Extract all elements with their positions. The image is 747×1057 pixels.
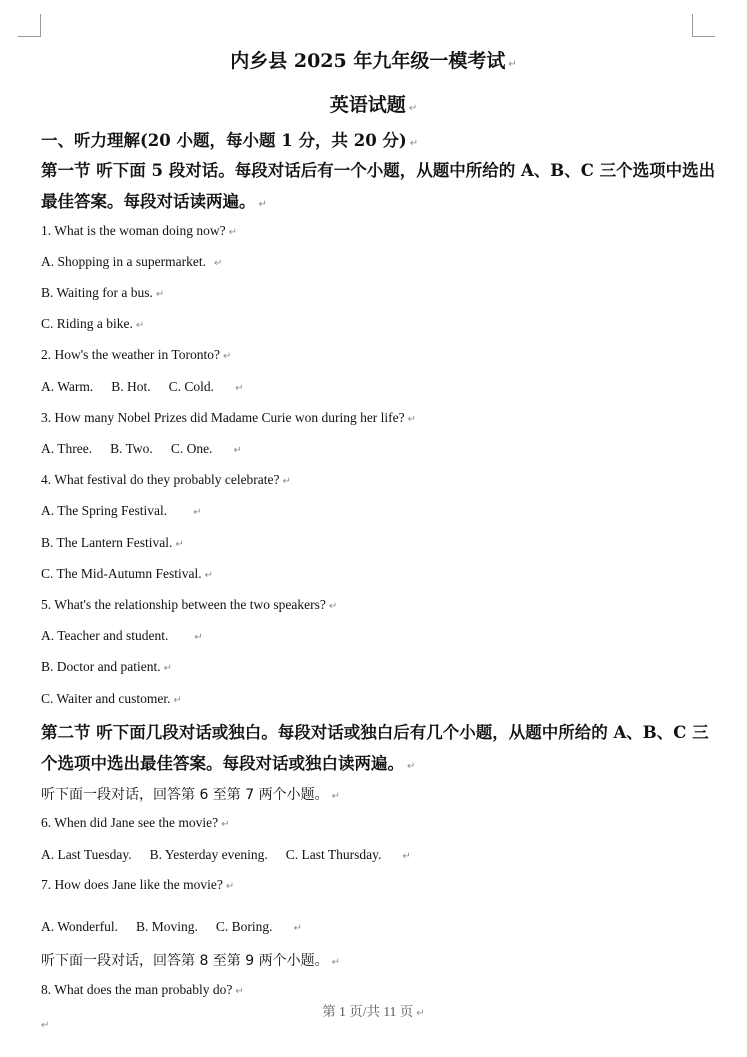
paragraph-mark-icon: ↵: [409, 138, 419, 149]
instruction-q6-q7: 听下面一段对话，回答第 6 至第 7 两个小题。 ↵: [41, 787, 341, 803]
exam-subtitle: 英语试题 ↵: [329, 94, 418, 116]
q3-option-b: B. Two.: [110, 441, 153, 456]
question-3: 3. How many Nobel Prizes did Madame Curie won during her life? ↵: [41, 410, 417, 425]
q1-option-a: A. Shopping in a supermarket. ↵: [41, 254, 223, 269]
paragraph-mark-icon: ↵: [408, 103, 418, 114]
q2-option-b: B. Hot.: [111, 379, 151, 394]
paragraph-mark-icon: ↵: [235, 986, 244, 997]
crop-mark-top-right: [692, 14, 715, 37]
q6-option-b: B. Yesterday evening.: [149, 847, 268, 862]
paragraph-mark-icon: ↵: [221, 819, 230, 830]
paragraph-mark-icon: ↵: [235, 383, 244, 394]
question-1: 1. What is the woman doing now? ↵: [41, 223, 237, 238]
paragraph-mark-icon: ↵: [213, 258, 223, 269]
question-8: 8. What does the man probably do? ↵: [41, 982, 244, 997]
q3-option-a: A. Three.: [41, 441, 93, 456]
paragraph-mark-icon: ↵: [222, 351, 232, 362]
paragraph-mark-icon: ↵: [293, 923, 302, 934]
paragraph-mark-icon: ↵: [258, 199, 267, 210]
paragraph-mark-icon: ↵: [416, 1008, 425, 1019]
q2-option-c: C. Cold.: [168, 379, 215, 394]
paragraph-mark-icon: ↵: [173, 695, 182, 706]
paragraph-mark-icon: ↵: [204, 570, 214, 581]
paragraph-mark-icon: ↵: [331, 791, 341, 802]
q2-option-a: A. Warm.: [41, 379, 94, 394]
q7-option-b: B. Moving.: [136, 919, 198, 934]
paragraph-mark-icon: ↵: [328, 601, 338, 612]
part2-instructions-cont: 个选项中选出最佳答案。每段对话或独白读两遍。 ↵: [41, 754, 416, 773]
part1-instructions: 第一节 听下面 5 段对话。每段对话后有一个小题，从题中所给的 A、B、C 三个选项中选出: [41, 161, 716, 180]
paragraph-mark-icon: ↵: [282, 476, 291, 487]
question-7: 7. How does Jane like the movie? ↵: [41, 877, 235, 892]
q6-option-c: C. Last Thursday.: [285, 847, 382, 862]
question-5: 5. What's the relationship between the two speakers? ↵: [41, 597, 338, 612]
q5-option-b: B. Doctor and patient. ↵: [41, 659, 172, 674]
paragraph-mark-icon: ↵: [163, 663, 172, 674]
instruction-q8-q9: 听下面一段对话，回答第 8 至第 9 两个小题。 ↵: [41, 953, 341, 969]
empty-paragraph: [41, 1016, 49, 1032]
q4-option-b: B. The Lantern Festival. ↵: [41, 535, 184, 550]
paragraph-mark-icon: ↵: [233, 445, 242, 456]
part2-instructions: 第二节 听下面几段对话或独白。每段对话或独白后有几个小题，从题中所给的 A、B、C 三: [41, 723, 709, 742]
q7-option-c: C. Boring.: [215, 919, 273, 934]
paragraph-mark-icon: ↵: [175, 539, 184, 550]
q4-option-c: C. The Mid-Autumn Festival. ↵: [41, 566, 214, 581]
paragraph-mark-icon: ↵: [407, 761, 416, 772]
crop-mark-top-left: [18, 14, 41, 37]
paragraph-mark-icon: ↵: [225, 881, 235, 892]
question-4: 4. What festival do they probably celebrate? ↵: [41, 472, 291, 487]
q4-option-a: A. The Spring Festival. ↵: [41, 503, 202, 518]
q7-option-a: A. Wonderful.: [41, 919, 119, 934]
paragraph-mark-icon: ↵: [155, 289, 165, 300]
q5-option-a: A. Teacher and student. ↵: [41, 628, 203, 643]
q7-options: [41, 919, 302, 935]
paragraph-mark-icon: ↵: [135, 320, 145, 331]
q6-option-a: A. Last Tuesday.: [41, 847, 132, 862]
page-footer: 第 1 页/共 11 页 ↵: [322, 1004, 425, 1019]
q1-option-b: B. Waiting for a bus. ↵: [41, 285, 165, 300]
q5-option-c: C. Waiter and customer. ↵: [41, 691, 182, 706]
q6-options: [41, 847, 411, 863]
section1-header: 一、听力理解(20 小题，每小题 1 分，共 20 分) ↵: [41, 131, 419, 150]
question-6: 6. When did Jane see the movie? ↵: [41, 815, 230, 830]
paragraph-mark-icon: ↵: [407, 414, 417, 425]
part1-instructions-cont: 最佳答案。每段对话读两遍。 ↵: [41, 192, 267, 211]
exam-title: 内乡县 2025 年九年级一模考试 ↵: [230, 50, 517, 72]
q3-options: [41, 441, 242, 457]
paragraph-mark-icon: ↵: [508, 59, 517, 70]
paragraph-mark-icon: ↵: [228, 227, 237, 238]
paragraph-mark-icon: ↵: [193, 507, 202, 518]
q1-option-c: C. Riding a bike. ↵: [41, 316, 145, 331]
paragraph-mark-icon: ↵: [402, 851, 411, 862]
paragraph-mark-icon: ↵: [194, 632, 203, 643]
paragraph-mark-icon: ↵: [331, 957, 341, 968]
question-2: 2. How's the weather in Toronto? ↵: [41, 347, 232, 362]
q3-option-c: C. One.: [170, 441, 213, 456]
q2-options: [41, 379, 243, 395]
paragraph-mark-icon: ↵: [41, 1020, 50, 1031]
